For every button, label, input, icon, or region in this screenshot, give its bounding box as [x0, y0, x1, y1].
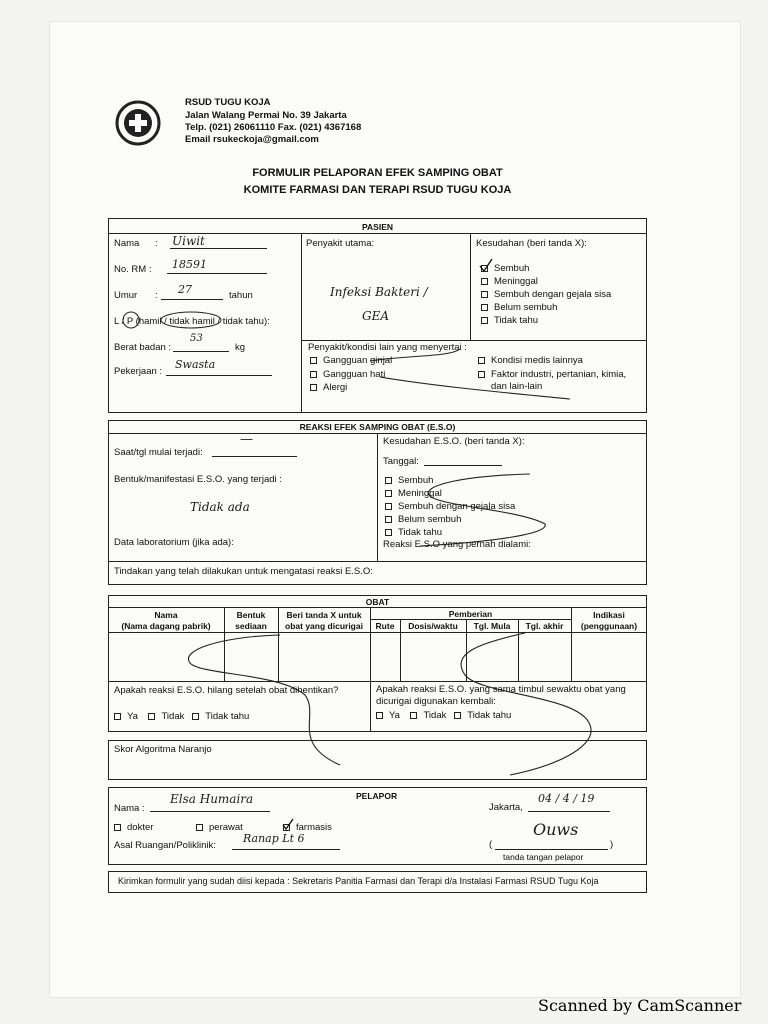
checkbox-icon	[385, 503, 392, 510]
col-nama-sub: (Nama dagang pabrik)	[121, 621, 211, 631]
penyakit-utama-value2[interactable]: GEA	[362, 309, 390, 323]
checkbox-icon	[481, 317, 488, 324]
col-pemberian: Pemberian	[448, 609, 493, 619]
camscanner-watermark: Scanned by CamScanner	[538, 996, 742, 1015]
eso-opt-sembuh[interactable]: Sembuh	[385, 475, 433, 486]
nama-label: Nama	[114, 238, 140, 249]
eso-scribble	[400, 466, 560, 551]
eso-opt-meninggal[interactable]: Meninggal	[385, 488, 442, 499]
pelapor-title: PELAPOR	[356, 791, 398, 801]
norm-label: No. RM	[114, 264, 147, 275]
checkbox-icon	[385, 529, 392, 536]
asal-label: Asal Ruangan/Poliklinik:	[114, 840, 216, 851]
norm-value[interactable]: 18591	[172, 258, 207, 271]
penyerta-kondisi-medis[interactable]: Kondisi medis lainnya	[478, 355, 583, 366]
kesudahan-opt-tidak-tahu[interactable]: Tidak tahu	[481, 315, 538, 326]
penyerta-alergi[interactable]: Alergi	[310, 382, 347, 393]
checkbox-icon	[196, 824, 203, 831]
col-bentuk: Bentuk	[236, 610, 266, 620]
penyakit-utama-value1[interactable]: Infeksi Bakteri /	[330, 285, 428, 299]
org-address: Jalan Walang Permai No. 39 Jakarta	[185, 110, 347, 121]
checkbox-icon	[310, 357, 317, 364]
penyerta-label: Penyakit/kondisi lain yang menyertai :	[308, 342, 467, 353]
kesudahan-opt-belum[interactable]: Belum sembuh	[481, 302, 557, 313]
kesudahan-opt-sisa[interactable]: Sembuh dengan gejala sisa	[481, 289, 611, 300]
pelapor-nama-label: Nama :	[114, 803, 145, 814]
profesi-farmasis[interactable]: farmasis	[283, 822, 332, 833]
umur-unit: tahun	[229, 290, 253, 301]
col-beri: Beri tanda X untuk	[286, 610, 362, 620]
checkbox-icon	[481, 304, 488, 311]
checkbox-icon	[385, 516, 392, 523]
obat-title: OBAT	[365, 597, 390, 607]
ttd-label: tanda tangan pelapor	[503, 852, 584, 862]
berat-unit: kg	[235, 342, 246, 353]
tanggal-label: Tanggal:	[383, 456, 419, 467]
kesudahan-opt-meninggal[interactable]: Meninggal	[481, 276, 538, 287]
lab-label: Data laboratorium (jika ada):	[114, 537, 234, 548]
saat-value[interactable]: —	[240, 432, 253, 447]
kota-label: Jakarta,	[489, 802, 523, 813]
form-title: FORMULIR PELAPORAN EFEK SAMPING OBAT	[252, 167, 503, 179]
q2-label-cont: dicurigai digunakan kembali:	[376, 696, 496, 707]
tindakan-label: Tindakan yang telah dilakukan untuk mengatasi reaksi E.S.O:	[114, 566, 373, 577]
col-nama: Nama	[154, 610, 178, 620]
checkbox-icon	[481, 291, 488, 298]
penyakit-utama-label: Penyakit utama:	[306, 238, 375, 249]
penyerta-ginjal[interactable]: Gangguan ginjal	[310, 355, 392, 366]
profesi-perawat[interactable]: perawat	[196, 822, 243, 833]
col-indikasi: Indikasi	[593, 610, 625, 620]
col-dosis: Dosis/waktu	[408, 621, 458, 631]
pernah-label: Reaksi E.S.O yang pernah dialami:	[383, 539, 531, 550]
bentuk-label: Bentuk/manifestasi E.S.O. yang terjadi :	[114, 474, 282, 485]
q1-options[interactable]: Ya Tidak Tidak tahu	[114, 711, 249, 722]
col-beri-sub: obat yang dicurigai	[285, 621, 363, 631]
asal-value[interactable]: Ranap Lt 6	[243, 832, 305, 845]
kesudahan-opt-sembuh[interactable]: Sembuh	[481, 263, 529, 274]
penyerta-faktor[interactable]: Faktor industri, pertanian, kimia,	[478, 369, 626, 380]
sex-label: L / P (hamil / tidak hamil / tidak tahu):	[114, 316, 270, 327]
signature[interactable]: Ouws	[533, 820, 579, 839]
col-tgl-mula: Tgl. Mula	[473, 621, 511, 631]
q2-label: Apakah reaksi E.S.O. yang sama timbul sewaktu obat yang	[376, 684, 626, 695]
pekerjaan-label: Pekerjaan :	[114, 366, 163, 377]
eso-kesudahan-label: Kesudahan E.S.O. (beri tanda X):	[383, 436, 525, 447]
eso-opt-tidak-tahu[interactable]: Tidak tahu	[385, 527, 442, 538]
strike-through-scribble	[360, 343, 580, 408]
checkbox-icon	[385, 477, 392, 484]
checkbox-icon	[114, 824, 121, 831]
penyerta-hati[interactable]: Gangguan hati	[310, 369, 385, 380]
kesudahan-label: Kesudahan (beri tanda X):	[476, 238, 587, 249]
checkbox-icon	[310, 371, 317, 378]
berat-value[interactable]: 53	[190, 333, 203, 344]
col-indikasi-sub: (penggunaan)	[580, 621, 638, 631]
pekerjaan-value[interactable]: Swasta	[175, 358, 216, 371]
footer-note: Kirimkan formulir yang sudah diisi kepada : Sekretaris Panitia Farmasi dan Terapi d/a Instalasi Farmasi RSUD Tugu Koja	[118, 876, 599, 886]
eso-opt-sisa[interactable]: Sembuh dengan gejala sisa	[385, 501, 515, 512]
tanggal-lapor-value[interactable]: 04 / 4 / 19	[538, 792, 595, 805]
q1-label: Apakah reaksi E.S.O. hilang setelah obat dihentikan?	[114, 685, 339, 696]
checkbox-icon	[148, 713, 155, 720]
saat-label: Saat/tgl mulai terjadi:	[114, 447, 203, 458]
eso-opt-belum[interactable]: Belum sembuh	[385, 514, 461, 525]
q2-options[interactable]: Ya Tidak Tidak tahu	[376, 710, 511, 721]
pasien-title: PASIEN	[361, 222, 394, 232]
col-rute: Rute	[375, 621, 395, 631]
checkbox-icon	[385, 490, 392, 497]
org-email: Email rsukeckoja@gmail.com	[185, 134, 319, 145]
hospital-logo	[115, 100, 161, 146]
bentuk-value[interactable]: Tidak ada	[190, 500, 250, 514]
pelapor-nama-value[interactable]: Elsa Humaira	[170, 792, 254, 806]
naranjo-label: Skor Algoritma Naranjo	[114, 744, 212, 755]
org-name: RSUD TUGU KOJA	[185, 97, 271, 108]
umur-label: Umur	[114, 290, 138, 301]
checkbox-icon	[481, 278, 488, 285]
umur-value[interactable]: 27	[178, 283, 192, 296]
sex-circle-marks	[118, 310, 228, 330]
berat-label: Berat badan :	[114, 342, 172, 353]
checkbox-icon	[114, 713, 121, 720]
nama-value[interactable]: Uiwit	[172, 234, 205, 248]
penyerta-lain-lain: dan lain-lain	[491, 381, 543, 392]
col-tgl-akhir: Tgl. akhir	[525, 621, 564, 631]
form-subtitle: KOMITE FARMASI DAN TERAPI RSUD TUGU KOJA	[243, 184, 512, 196]
profesi-dokter[interactable]: dokter	[114, 822, 153, 833]
checkbox-icon	[310, 384, 317, 391]
reaksi-title: REAKSI EFEK SAMPING OBAT (E.S.O)	[299, 422, 456, 432]
checkmark-icon	[478, 257, 494, 273]
checkmark-icon	[281, 817, 295, 831]
org-phone: Telp. (021) 26061110 Fax. (021) 4367168	[185, 122, 362, 133]
col-bentuk-sub: sediaan	[235, 621, 267, 631]
